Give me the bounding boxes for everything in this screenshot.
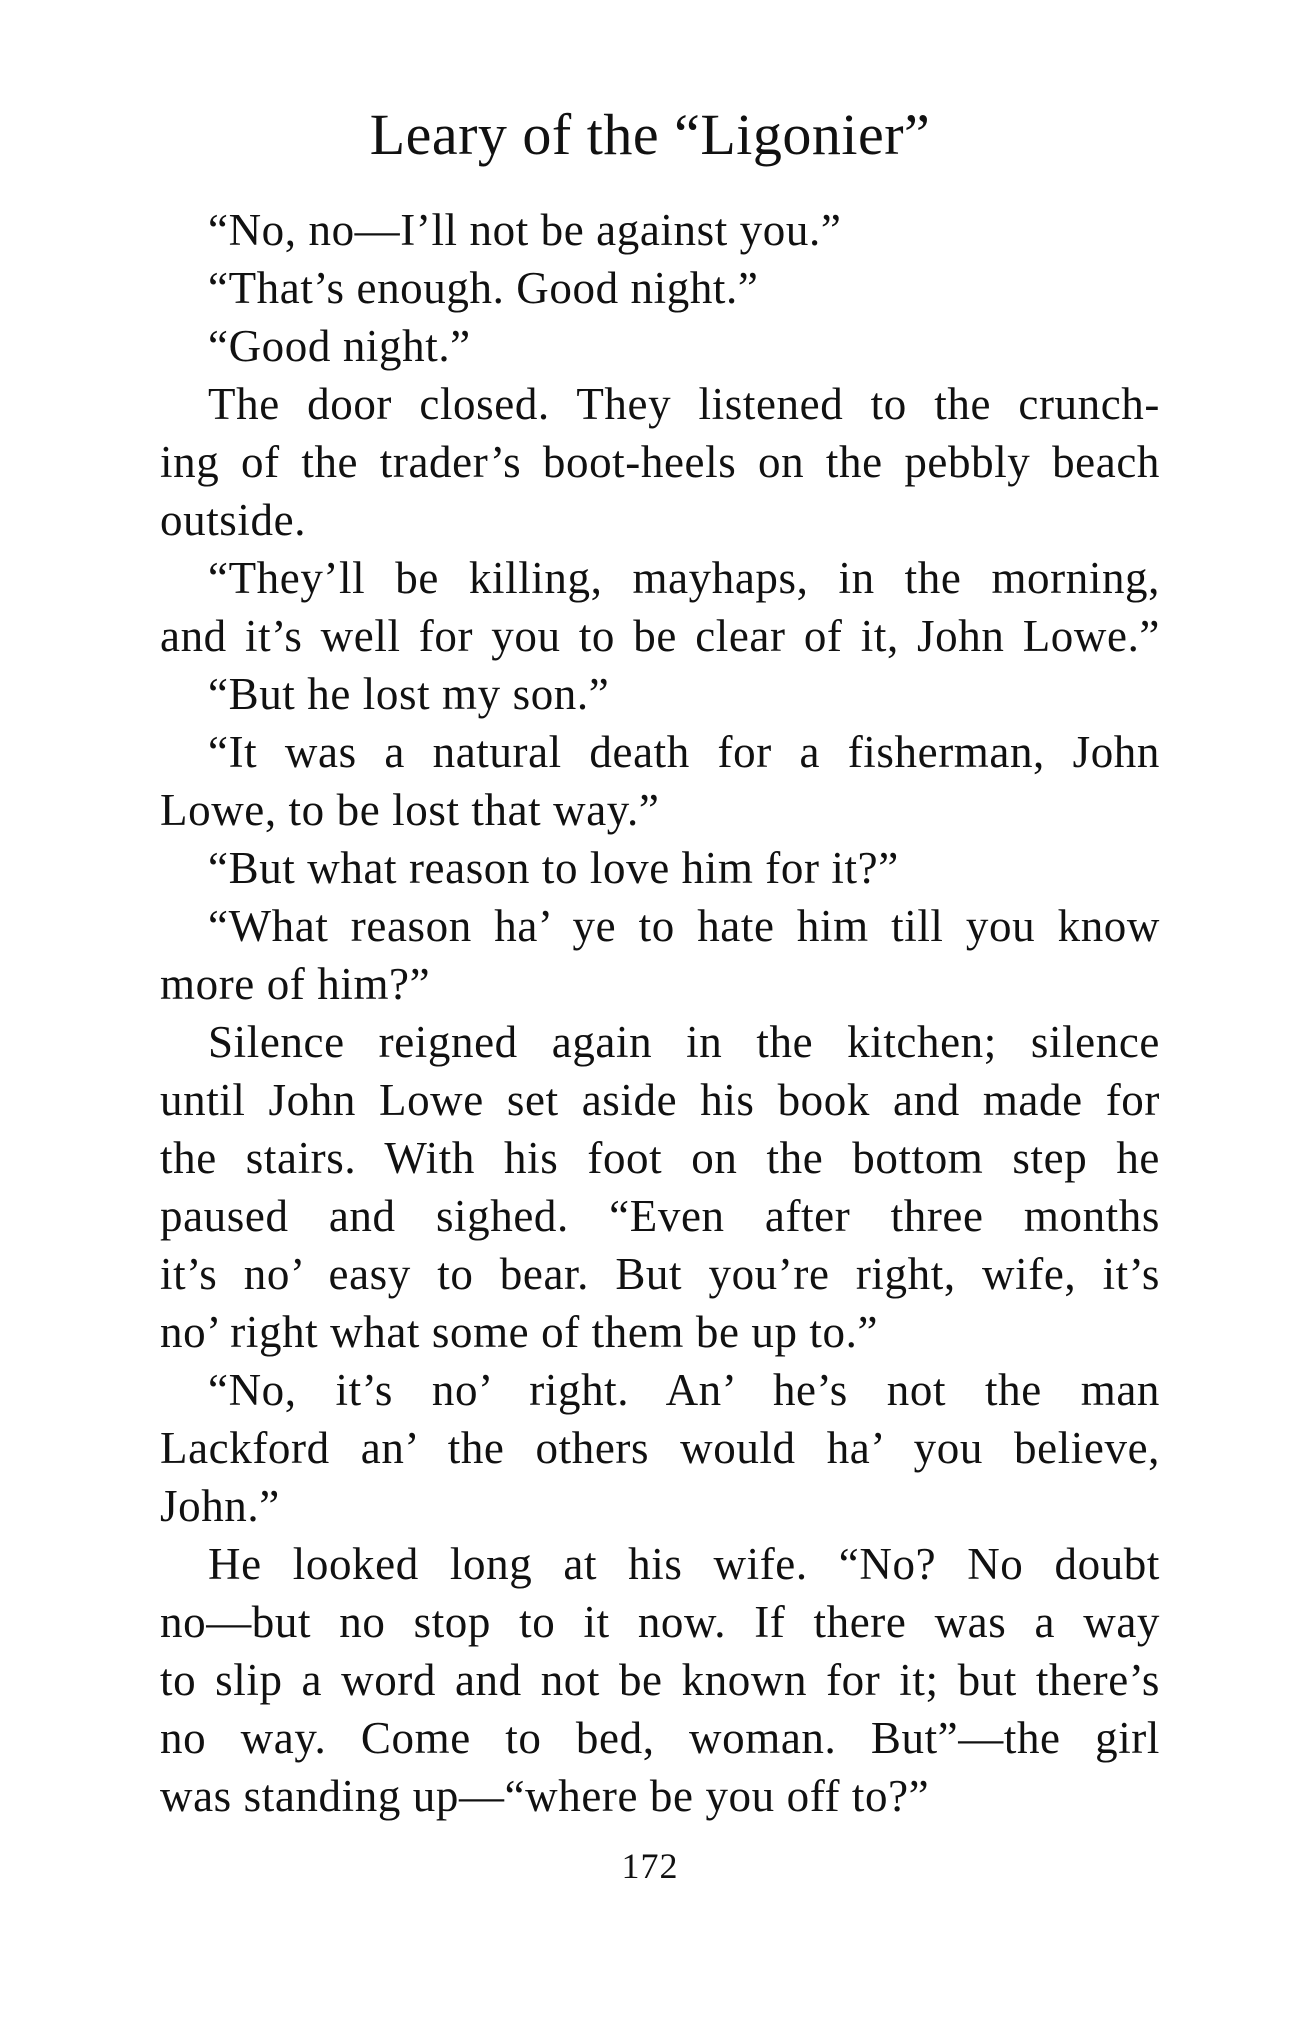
text-line: ing of the trader’s boot-heels on the pebbly beach (160, 437, 1160, 487)
text-line: “Good night.” (208, 321, 471, 371)
text-line: “They’ll be killing, mayhaps, in the morning, (208, 553, 1160, 603)
text-line: John.” (160, 1481, 280, 1531)
page-title: Leary of the “Ligonier” (369, 102, 931, 167)
text-line: no way. Come to bed, woman. But”—the girl (160, 1713, 1160, 1763)
text-line: more of him?” (160, 959, 431, 1009)
text-line: “It was a natural death for a fisherman, John (208, 727, 1160, 777)
text-line: He looked long at his wife. “No? No doubt (208, 1539, 1160, 1589)
text-line: “But what reason to love him for it?” (208, 843, 899, 893)
text-line: outside. (160, 495, 307, 545)
text-line: “No, it’s no’ right. An’ he’s not the man (208, 1365, 1160, 1415)
page-number: 172 (621, 1846, 679, 1886)
text-line: the stairs. With his foot on the bottom step he (160, 1133, 1160, 1183)
text-line: The door closed. They listened to the crunch- (208, 379, 1160, 429)
text-line: until John Lowe set aside his book and made for (160, 1075, 1160, 1125)
text-line: Lowe, to be lost that way.” (160, 785, 660, 835)
text-line: it’s no’ easy to bear. But you’re right, wife, it’s (160, 1249, 1160, 1299)
text-line: was standing up—“where be you off to?” (160, 1771, 930, 1821)
text-line: paused and sighed. “Even after three months (160, 1191, 1160, 1241)
text-line: “That’s enough. Good night.” (208, 263, 759, 313)
text-line: Silence reigned again in the kitchen; silence (208, 1017, 1160, 1067)
text-line: no—but no stop to it now. If there was a way (160, 1597, 1160, 1647)
text-line: to slip a word and not be known for it; but there’s (160, 1655, 1160, 1705)
text-line: “What reason ha’ ye to hate him till you know (208, 901, 1160, 951)
body-text (160, 201, 1160, 1825)
text-line: “But he lost my son.” (208, 669, 610, 719)
text-line: no’ right what some of them be up to.” (160, 1307, 879, 1357)
text-line: Lackford an’ the others would ha’ you believe, (160, 1423, 1160, 1473)
text-line: and it’s well for you to be clear of it, John Lowe.” (160, 611, 1160, 661)
text-line: “No, no—I’ll not be against you.” (208, 205, 842, 255)
